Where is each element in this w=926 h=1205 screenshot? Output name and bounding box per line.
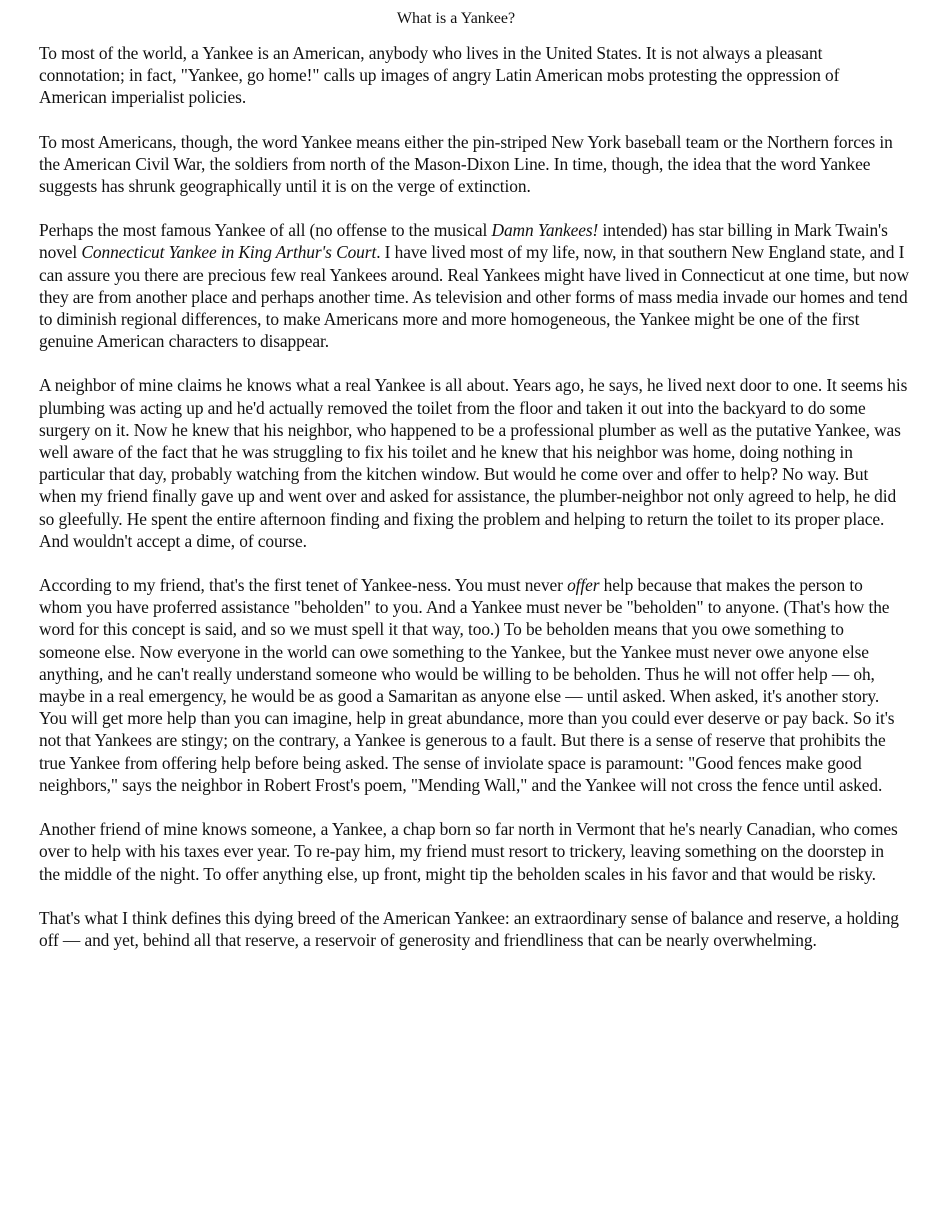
paragraph-4 — [39, 374, 909, 552]
paragraph-6 — [39, 818, 909, 885]
paragraph-text: According to my friend, that's the first tenet of Yankee-ness. You must never — [39, 575, 568, 596]
paragraph-text: . I have lived most of my life, now, in that southern New England state, and I can assure you there are precious few real Yankees around. Real Yankees might have lived in Connecticut at one time, but now they are from another place and perhaps another time. As television and other forms of mass media invade our homes and tend to diminish regional differences, to make Americans more and more homogeneous, the Yankee might be one of the first genuine American characters to disappear. — [39, 242, 909, 352]
paragraph-text: That's what I think defines this dying breed of the American Yankee: an extraordinary sense of balance and reserve, a holding off — and yet, behind all that reserve, a reservoir of generosity and friendliness that can be nearly overwhelming. — [39, 907, 899, 950]
document-title: What is a Yankee? — [396, 10, 516, 27]
paragraph-text: Another friend of mine knows someone, a Yankee, a chap born so far north in Vermont that he's nearly Canadian, who comes over to help with his taxes ever year. To re-pay him, my friend must resort to trickery, leaving something on the doorstep in the middle of the night. To offer anything else, up front, might tip the beholden scales in his favor and that would be risky. — [39, 819, 898, 884]
paragraph-1 — [39, 42, 909, 109]
novel-title: Connecticut Yankee in King Arthur's Court — [81, 242, 377, 263]
paragraph-text: A neighbor of mine claims he knows what a real Yankee is all about. Years ago, he says, he lived next door to one. It seems his plumbing was acting up and he'd actually removed the toilet from the floor and taken it out into the backyard to do some surgery on it. Now he knew that his neighbor, who happened to be a professional plumber as well as the putative Yankee, was well aware of the fact that he was struggling to fix his toilet and he knew that his neighbor was home, doing nothing in particular that day, probably watching from the kitchen window. But would he come over and offer to help? No way. But when my friend finally gave up and went over and asked for assistance, the plumber-neighbor not only agreed to help, he did so gleefully. He spent the entire afternoon finding and fixing the problem and helping to return the toilet to its proper place. And wouldn't accept a dime, of course. — [39, 375, 908, 551]
paragraph-text: To most Americans, though, the word Yankee means either the pin-striped New York baseball team or the Northern forces in the American Civil War, the soldiers from north of the Mason-Dixon Line. In time, though, the idea that the word Yankee suggests has shrunk geographically until it is on the verge of extinction. — [39, 131, 893, 197]
paragraph-text: Perhaps the most famous Yankee of all (no offense to the musical — [39, 220, 492, 241]
document-body — [39, 42, 909, 973]
paragraph-2 — [39, 131, 909, 198]
paragraph-text: To most of the world, a Yankee is an American, anybody who lives in the United States. It is not always a pleasant connotation; in fact, "Yankee, go home!" calls up images of angry Latin American mobs protesting the oppression of American imperialist policies. — [39, 43, 840, 108]
paragraph-7 — [39, 907, 909, 951]
paragraph-5 — [39, 574, 909, 796]
emphasis-offer: offer — [567, 575, 600, 596]
paragraph-text: intended) has star billing in Mark Twain's novel — [39, 220, 888, 263]
paragraph-text: help because that makes the person to whom you have proferred assistance "beholden" to you. And a Yankee must never be "beholden" to anyone. (That's how the word for this concept is said, and so we must spell it that way, too.) To be beholden means that you owe something to someone else. Now everyone in the world can owe something to the Yankee, but the Yankee must never owe anyone else anything, and he can't really understand someone who would be willing to be beholden. Thus he will not offer help — oh, maybe in a real emergency, he would be as good a Samaritan as anyone else — until asked. When asked, it's another story. You will get more help than you can imagine, help in great abundance, more than you could ever deserve or pay back. So it's not that Yankees are stingy; on the contrary, a Yankee is generous to a fault. But there is a sense of reserve that prohibits the true Yankee from offering help before being asked. The sense of inviolate space is paramount: "Good fences make good neighbors," says the neighbor in Robert Frost's poem, "Mending Wall," and the Yankee will not cross the fence until asked. — [39, 575, 895, 795]
musical-title: Damn Yankees! — [491, 220, 599, 241]
paragraph-3 — [39, 219, 909, 352]
